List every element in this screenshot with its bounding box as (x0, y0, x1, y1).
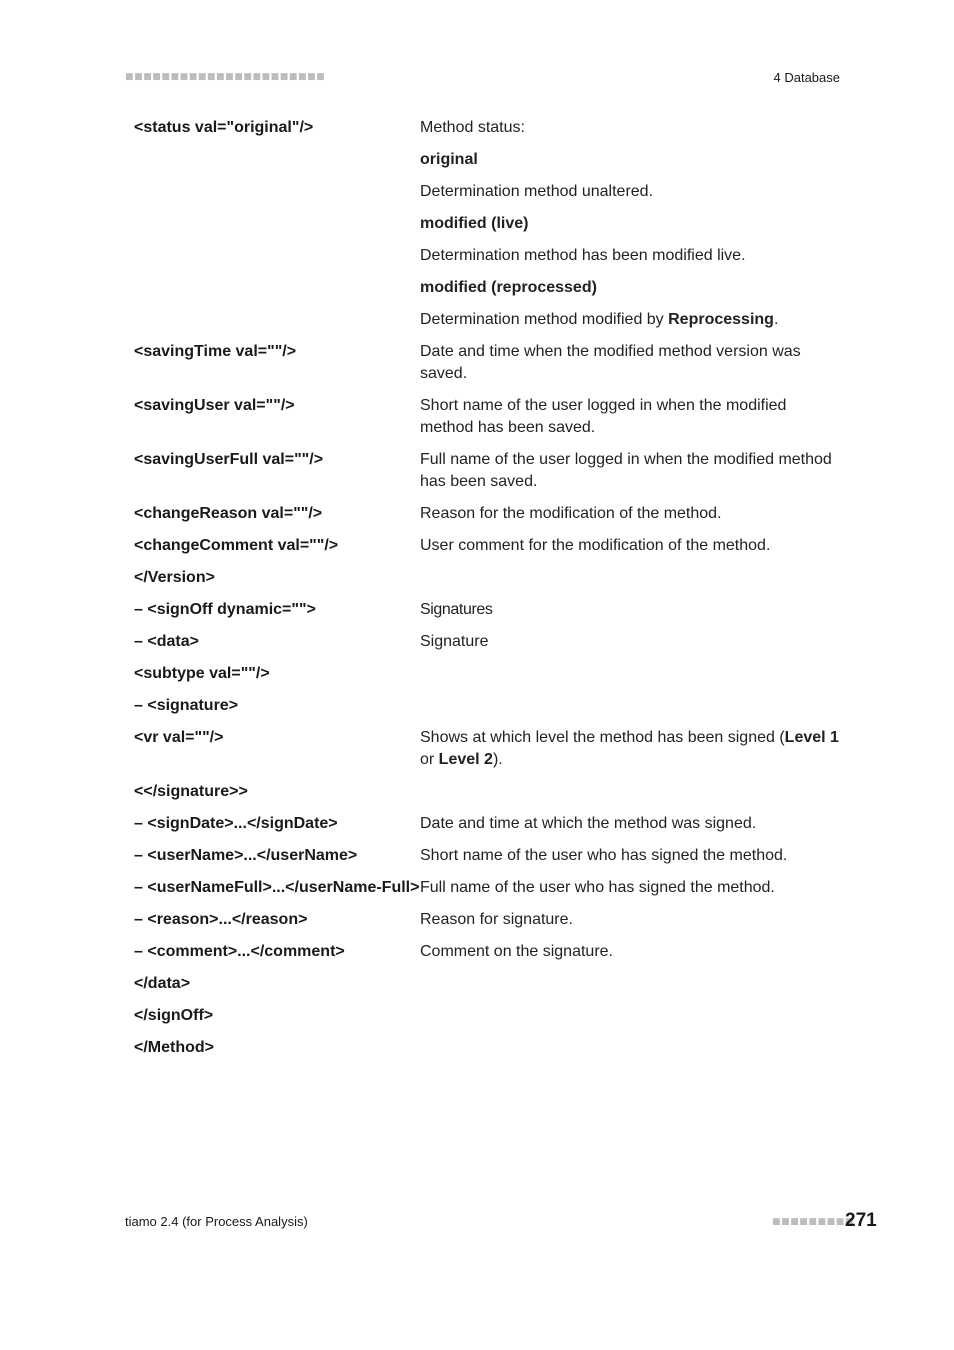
row-key: – <userNameFull>...</userName-Full> (134, 879, 420, 896)
table-row (134, 341, 840, 385)
table-row (134, 727, 840, 771)
row-desc: Short name of the user who has signed the method. (420, 847, 788, 864)
page-number: 271 (845, 1210, 877, 1231)
row-desc: modified (reprocessed) (420, 279, 597, 296)
desc-text: Determination method modified by (420, 311, 669, 328)
row-desc: Date and time when the modified method version was saved. (420, 343, 801, 382)
row-key: <savingUserFull val=""/> (134, 451, 324, 468)
table-row (134, 973, 840, 995)
desc-text: ). (492, 751, 503, 768)
row-desc: modified (live) (420, 215, 529, 232)
table-row (134, 663, 840, 685)
row-desc: Signatures (420, 601, 493, 618)
table-row (134, 695, 840, 717)
row-key: – <signOff dynamic=""> (134, 601, 316, 618)
table-row (134, 503, 840, 525)
table-row (134, 941, 840, 963)
row-key: </signOff> (134, 1007, 214, 1024)
row-desc: Comment on the signature. (420, 943, 613, 960)
table-row (134, 877, 840, 899)
footer-decoration: ■■■■■■■■■ (772, 1217, 854, 1227)
row-key: <</signature>> (134, 783, 248, 800)
desc-text: or (420, 751, 439, 768)
row-desc: Date and time at which the method was signed. (420, 815, 757, 832)
row-key: – <userName>...</userName> (134, 847, 358, 864)
desc-emphasis: Reprocessing (668, 311, 774, 328)
row-desc: Reason for the modification of the method. (420, 505, 722, 522)
row-key: – <comment>...</comment> (134, 943, 345, 960)
table-row (134, 395, 840, 439)
row-desc (420, 727, 840, 771)
desc-text: . (773, 311, 779, 328)
row-desc: Signature (420, 633, 489, 650)
row-key: </Version> (134, 569, 215, 586)
product-name: tiamo 2.4 (for Process Analysis) (125, 1214, 308, 1229)
table-row (134, 781, 840, 803)
table-row (134, 309, 840, 331)
row-key: – <signDate>...</signDate> (134, 815, 338, 832)
row-desc: original (420, 151, 478, 168)
chapter-title: 4 Database (773, 70, 840, 85)
row-desc: Method status: (420, 119, 525, 136)
row-desc: Determination method unaltered. (420, 183, 654, 200)
table-row (134, 245, 840, 267)
table-row (134, 567, 840, 589)
row-key: <vr val=""/> (134, 729, 224, 746)
desc-emphasis: Level 2 (438, 751, 493, 768)
table-row (134, 631, 840, 653)
table-row (134, 117, 840, 139)
row-desc: Determination method has been modified live. (420, 247, 746, 264)
table-row (134, 599, 840, 621)
row-key: </Method> (134, 1039, 215, 1056)
table-row (134, 1037, 840, 1059)
table-row (134, 909, 840, 931)
row-key: <subtype val=""/> (134, 665, 270, 682)
table-row (134, 149, 840, 171)
table-row (134, 449, 840, 493)
desc-text: Shows at which level the method has been signed ( (420, 729, 785, 746)
row-key: <savingTime val=""/> (134, 343, 297, 360)
table-row (134, 1005, 840, 1027)
row-desc: User comment for the modification of the method. (420, 537, 771, 554)
xml-reference-table (134, 117, 840, 1069)
row-desc: Short name of the user logged in when the modified method has been saved. (420, 397, 787, 436)
table-row (134, 813, 840, 835)
row-desc: Full name of the user who has signed the method. (420, 879, 775, 896)
row-desc: Reason for signature. (420, 911, 573, 928)
row-key: – <signature> (134, 697, 239, 714)
table-row (134, 845, 840, 867)
row-desc: Full name of the user logged in when the modified method has been saved. (420, 451, 832, 490)
desc-emphasis: Level 1 (784, 729, 839, 746)
table-row (134, 181, 840, 203)
row-key: <status val="original"/> (134, 119, 314, 136)
row-key: – <reason>...</reason> (134, 911, 308, 928)
row-key: </data> (134, 975, 191, 992)
row-key: <changeReason val=""/> (134, 505, 323, 522)
row-key: – <data> (134, 633, 199, 650)
row-key: <changeComment val=""/> (134, 537, 339, 554)
table-row (134, 535, 840, 557)
header-decoration: ■■■■■■■■■■■■■■■■■■■■■■ (125, 72, 326, 82)
table-row (134, 277, 840, 299)
row-key: <savingUser val=""/> (134, 397, 295, 414)
table-row (134, 213, 840, 235)
row-desc (420, 309, 840, 331)
